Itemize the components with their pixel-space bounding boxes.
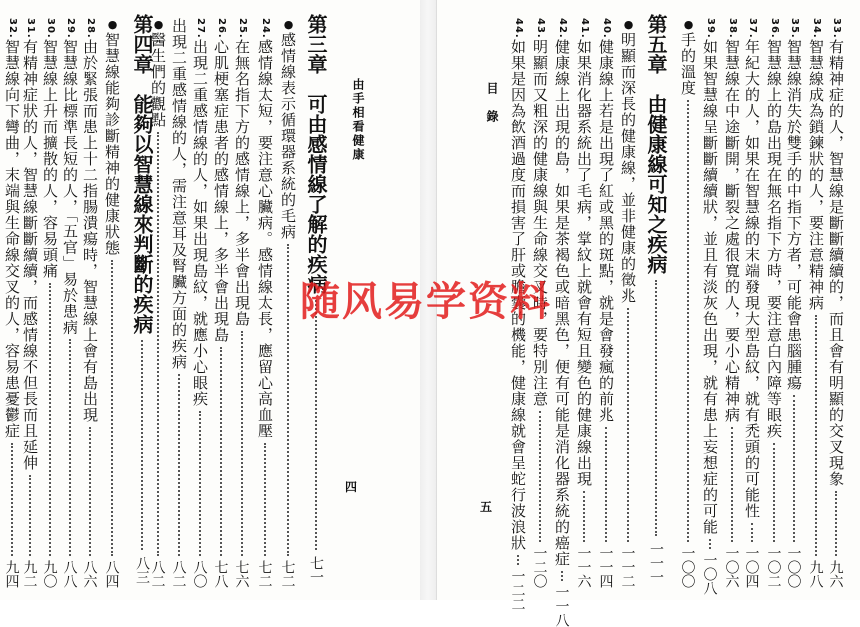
entry-number: 39. [705, 18, 716, 39]
entry-number: 44. [513, 18, 524, 39]
folio-right: 五 [480, 500, 493, 514]
page-number: 九八 [807, 560, 824, 588]
page-number: 八六 [81, 560, 98, 588]
page-number: 一一八 [553, 584, 570, 627]
toc-entry [82, 18, 97, 588]
entry-number: 24. [260, 18, 271, 39]
page-number: 九〇 [41, 560, 58, 588]
entry-title: 智慧線上的島出現在無名指下方時，要注意白內障等眼疾 [765, 38, 783, 439]
leader-dots [287, 244, 289, 556]
page-number: 八二 [170, 560, 187, 588]
toc-entry [620, 18, 635, 588]
toc-entry [171, 18, 186, 588]
watermark-text: 随风易学资料 [300, 279, 552, 325]
toc-entry [42, 18, 57, 588]
entry-title: 健康線上若是出現了紅或黑的斑點，就是會發瘋的前兆 [597, 38, 615, 423]
page-number: 一二〇 [531, 546, 548, 588]
entry-title: 智慧線比標準長短的人，「五官」易於患病 [61, 38, 79, 336]
entry-number: 34. [811, 18, 822, 39]
entry-title: 有精神症的人，智慧線是斷斷續續的，而且會有明顯的交叉現象 [827, 38, 845, 487]
entry-number: 27. [195, 18, 206, 39]
leader-dots [627, 308, 629, 542]
leader-dots [835, 491, 837, 556]
entry-title: 如果智慧線呈斷斷續續狀，並且有淡灰色出現，就有患上妄想症的可能 [701, 38, 719, 535]
toc-entry [553, 18, 571, 627]
entry-title: 心肌梗塞症患者的感情線上，多半會出現島 [212, 38, 230, 343]
leader-dots [29, 475, 31, 556]
leader-dots [11, 443, 13, 556]
leader-dots [69, 339, 71, 556]
leader-dots [539, 411, 541, 542]
leader-dots [583, 491, 585, 542]
toc-entry [280, 18, 295, 588]
page-number: 七八 [212, 560, 229, 588]
toc-entry [724, 18, 739, 588]
page-number: 七六 [233, 560, 250, 588]
leader-dots [264, 443, 266, 556]
entry-title: 在無名指下方的感情線上，多半會出現島 [233, 38, 251, 327]
bullet-mark: ● [622, 18, 635, 32]
leader-dots [111, 260, 113, 556]
leader-dots [793, 395, 795, 542]
entry-number: 42. [557, 18, 568, 39]
toc-entry [680, 18, 695, 588]
entry-title: 如果消化器系統出了毛病，掌紋上就會有短且變色的健康線出現 [575, 38, 593, 487]
leader-dots [517, 555, 519, 565]
entry-title: 感情線太短，要注意心臟病。感情線太長，應留心高血壓 [256, 38, 274, 439]
chapter-heading [646, 14, 666, 584]
entry-title: 智慧線向下彎曲，末端與生命線交叉的人，容易患憂鬱症 [3, 38, 21, 439]
leader-dots [655, 280, 657, 536]
toc-entry [828, 18, 843, 588]
toc-entry [62, 18, 77, 588]
leader-dots [89, 427, 91, 556]
page-number: 一〇〇 [679, 546, 696, 588]
page-number: 八四 [103, 560, 120, 588]
toc-entry [744, 18, 759, 588]
running-head-left: 由手相看健康 [351, 78, 365, 162]
page-number: 一二二 [509, 568, 526, 611]
leader-dots [315, 300, 317, 550]
chapter-title: 第五章 由健康線可知之疾病 [644, 14, 668, 274]
entry-number: 37. [747, 18, 758, 39]
entry-number: 33. [831, 18, 842, 39]
entry-number: 30. [45, 18, 56, 39]
leader-dots [773, 443, 775, 542]
entry-title: 由於緊張而患上十二指腸潰瘍時，智慧線上會有島出現 [81, 38, 99, 423]
leader-dots [157, 132, 159, 556]
entry-title: 如果是因為飲酒過度而損害了肝或膽囊的機能，健康線就會呈蛇行波浪狀 [509, 38, 527, 551]
toc-entry [104, 18, 119, 588]
page-number: 九四 [3, 560, 20, 588]
toc-entry [576, 18, 591, 588]
entry-title: 年紀大的人，如果在智慧線的末端發現大型島紋，就有禿頭的可能性 [743, 38, 761, 519]
page-number: 八八 [61, 560, 78, 588]
leader-dots [815, 315, 817, 556]
entry-title: 醫生們的觀點 [149, 32, 167, 128]
entry-number: 43. [535, 18, 546, 39]
toc-entry [213, 18, 228, 588]
leader-dots [709, 539, 711, 549]
entry-number: 29. [65, 18, 76, 39]
leader-dots [141, 340, 143, 550]
toc-entry [598, 18, 613, 588]
leader-dots [178, 374, 180, 556]
leader-dots [49, 283, 51, 556]
chapter-title: 第四章 能夠以智慧線來判斷的疾病 [130, 14, 154, 334]
leader-dots [220, 347, 222, 556]
leader-dots [199, 411, 201, 556]
entry-number: 38. [727, 18, 738, 39]
running-head-right: 目 錄 [485, 82, 499, 124]
leader-dots [687, 100, 689, 542]
page-number: 一〇二 [765, 546, 782, 588]
entry-title: 智慧線能夠診斷精神的健康狀態 [103, 32, 121, 256]
entry-number: 41. [579, 18, 590, 39]
entry-number: 32. [7, 18, 18, 39]
page-number: 一一二 [619, 546, 636, 588]
entry-number: 40. [601, 18, 612, 39]
toc-entry [192, 18, 207, 588]
toc-entry [766, 18, 781, 588]
toc-entry [4, 18, 19, 588]
page-number: 八〇 [191, 560, 208, 588]
chapter-heading [132, 14, 152, 584]
leader-dots [241, 331, 243, 556]
page-number: 一〇〇 [785, 546, 802, 588]
page-number: 一〇六 [723, 546, 740, 588]
toc-entry [808, 18, 823, 588]
entry-number: 28. [85, 18, 96, 39]
entry-title: 明顯而深長的健康線，並非健康的徵兆 [619, 32, 637, 304]
page-number: 一一一 [648, 542, 664, 584]
bullet-mark: ● [682, 18, 695, 32]
entry-title: 明顯而又粗深的健康線與生命線交叉時，要特別注意 [531, 38, 549, 407]
leader-dots [731, 427, 733, 542]
page-number: 一一六 [575, 546, 592, 588]
entry-title: 手的溫度 [679, 32, 697, 96]
entry-title: 智慧線消失於雙手的中指下方者，可能會患腦腫瘍 [785, 38, 803, 391]
page-number: 九二 [21, 560, 38, 588]
entry-title: 出現二重感情線的人，需注意耳及腎臟方面的疾病 [170, 18, 188, 370]
leader-dots [751, 523, 753, 542]
page-number: 一〇八 [701, 552, 718, 595]
page-number: 八二 [149, 560, 166, 588]
entry-title: 智慧線在中途斷開，斷裂之處很寬的人，要小心精神病 [723, 38, 741, 423]
chapter-title: 第三章 可由感情線了解的疾病 [304, 14, 328, 294]
toc-entry [257, 18, 272, 588]
entry-title: 出現二重感情線的人，如果出現島紋，就應小心眼疾 [191, 38, 209, 407]
toc-entry [22, 18, 37, 588]
bullet-mark: ● [282, 18, 295, 32]
page-number: 七二 [279, 560, 296, 588]
entry-title: 智慧線上升而擴散的人，容易頭痛 [41, 38, 59, 279]
bullet-mark: ● [106, 18, 119, 32]
entry-title: 健康線上出現的島，如果是茶褐色或暗黑色，便有可能是消化器系統的癌症 [553, 38, 571, 567]
page-number: 一一四 [597, 546, 614, 588]
toc-entry [786, 18, 801, 588]
entry-title: 感情線表示循環器系統的毛病 [279, 32, 297, 240]
toc-entry [234, 18, 249, 588]
page-number: 七二 [256, 560, 273, 588]
entry-number: 31. [25, 18, 36, 39]
page-number: 一〇四 [743, 546, 760, 588]
entry-number: 25. [237, 18, 248, 39]
entry-number: 36. [769, 18, 780, 39]
leader-dots [561, 571, 563, 581]
page-number: 八三 [134, 556, 150, 584]
entry-title: 智慧線成為鎖鍊狀的人，要注意精神病 [807, 38, 825, 311]
bullet-mark: ● [152, 18, 165, 32]
page-number: 九六 [827, 560, 844, 588]
entry-title: 有精神症狀的人，智慧線斷斷續續，而感情線不但長而且延伸 [21, 38, 39, 471]
entry-number: 26. [216, 18, 227, 39]
page-number: 七一 [308, 556, 324, 584]
entry-number: 35. [789, 18, 800, 39]
leader-dots [605, 427, 607, 542]
folio-left: 四 [345, 480, 358, 494]
toc-entry [701, 18, 719, 595]
